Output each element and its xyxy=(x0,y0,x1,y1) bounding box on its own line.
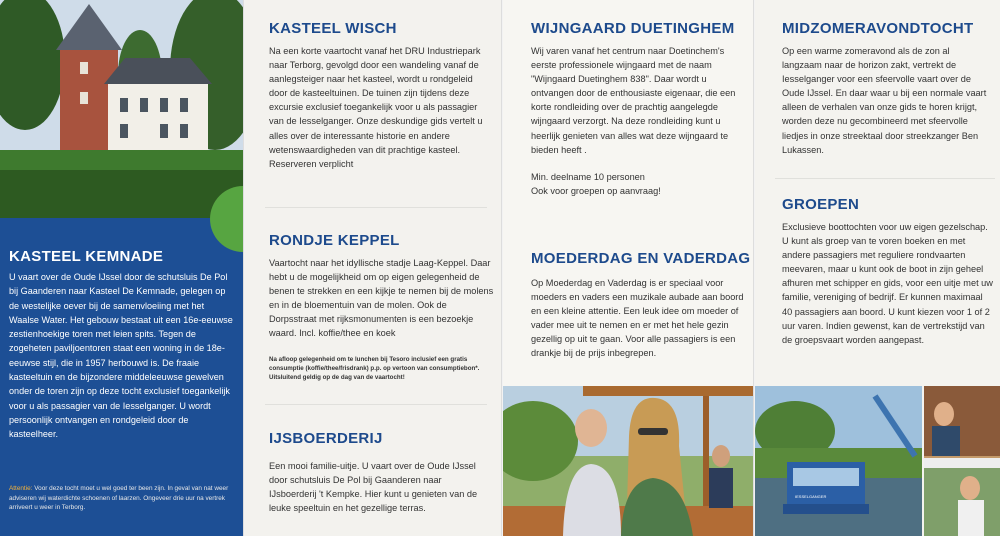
kemnade-text: U vaart over de Oude IJssel door de schutsluis De Pol bij Gaanderen naar Kasteel De Kemnade, gelegen op de westelijke oever bij de samenvloeiing met het Waalse Water. Het gebouw bestaat uit een 16e-eeuwse zestienhoekige toren met leien spits. Tegen de zogeheten paviljoentoren staat een woning in de 18e-eeuwse stijl, die in 1957 herbouwd is. De fraaie kasteeltuin en de bijzondere middeleeuwse gewelven onder de toren zijn op deze tocht exclusief toegankelijk voor u als passagier van de Iesselganger. U wordt persoonlijk ontvangen en rondgeleid door de kasteelheer. xyxy=(9,272,233,440)
attention-text: Voor deze tocht moet u wel goed ter been zijn. In geval van nat weer adviseren wij waterdichte schoenen of laarzen. Ongeveer drie uur na vertrek arriveert u weer in Terborg. xyxy=(9,485,229,512)
wijngaard-min: Min. deelname 10 personen xyxy=(531,172,645,182)
moederdag-text: Op Moederdag en Vaderdag is er speciaal voor moeders en vaders een muzikale aubade aan boord en een kleine attentie. Een leuk idee om moeder of vader mee uit te nemen en er met het hele gezin gezellig op uit te gaan. Voor alle passagiers is een drankje bij de prijs inbegrepen. xyxy=(531,278,744,359)
castle-illustration xyxy=(0,0,245,218)
wijngaard-groups: Ook voor groepen op aanvraag! xyxy=(531,186,661,196)
keppel-note: Na afloop gelegenheid om te lunchen bij Tesoro inclusief een gratis consumptie (koffie/thee/frisdrank) p.p. op vertoon van consumptiebon*. Uitsluitend geldig op de dag van de vaartocht! xyxy=(269,356,480,381)
panel-midzomer-groepen xyxy=(755,0,1000,536)
keppel-text: Vaartocht naar het idyllische stadje Laag-Keppel. Daar hebt u de mogelijkheid om op eigen gelegenheid de benen te strekken en een kijkje te nemen bij de molens en in de bloementuin van de molen. Ook de Dorpsstraat met rijksmonumenten is een bezoekje waard. Incl. koffie/thee en koek xyxy=(269,258,494,339)
women-illustration xyxy=(503,386,755,536)
wisch-text: Na een korte vaartocht vanaf het DRU Industriepark naar Terborg, gevolgd door een wandeling vanaf de aanlegsteiger naar het kasteel, wordt u rondgeleid door de kasteeltuinen. De tuinen zijn tijdens deze excursie exclusief toegankelijk voor u als passagier van de Iesselganger. Onze deskundige gids vertelt u alles over de interessante historie en andere wetenswaardigheden van dit prachtige kasteel. Reserveren verplicht xyxy=(269,46,483,169)
panel-kemnade xyxy=(0,0,245,536)
people-photo xyxy=(924,386,1000,536)
castle-photo xyxy=(0,0,245,218)
boat-illustration xyxy=(755,386,922,536)
divider xyxy=(775,178,995,179)
panel-wisch-keppel xyxy=(245,0,503,536)
groepen-title: GROEPEN xyxy=(782,196,860,213)
ijsboerderij-title: IJSBOERDERIJ xyxy=(269,430,383,447)
midzomer-title: MIDZOMERAVONDTOCHT xyxy=(782,20,974,37)
wisch-title: KASTEEL WISCH xyxy=(269,20,397,37)
keppel-title: RONDJE KEPPEL xyxy=(269,232,400,249)
attention-label: Attentie: xyxy=(9,485,33,492)
kemnade-title: KASTEEL KEMNADE xyxy=(9,248,164,265)
people-illustration xyxy=(924,386,1000,536)
kemnade-attention xyxy=(9,484,237,513)
boat-photo xyxy=(755,386,922,536)
divider xyxy=(265,207,487,208)
divider xyxy=(265,404,487,405)
boat-sign: IESSELGANGER xyxy=(795,494,827,499)
ijsboerderij-text: Een mooi familie-uitje. U vaart over de Oude IJssel door schutsluis De Pol bij Gaanderen naar IJsboerderij 't Kempke. Hier kunt u genieten van de leuke speeltuin en het gezellige terras. xyxy=(269,461,478,514)
midzomer-text: Op een warme zomeravond als de zon al langzaam naar de horizon zakt, vertrekt de Iesselganger voor een sfeervolle vaart over de Oude IJssel. En daar waar u bij een normale vaart alleen de verhalen van onze gids te horen krijgt, worden deze nu gecombineerd met sfeervolle liedjes in onze streektaal door streekzanger Ben Lukassen. xyxy=(782,46,987,155)
women-boat-photo xyxy=(503,386,755,536)
wijngaard-title: WIJNGAARD DUETINGHEM xyxy=(531,20,735,37)
moederdag-title: MOEDERDAG EN VADERDAG xyxy=(531,250,751,267)
groepen-text: Exclusieve boottochten voor uw eigen gezelschap. U kunt als groep van te voren boeken en met andere passagiers met reguliere rondvaarten meevaren, maar u kunt ook de boot in zijn geheel afhuren met schipper en gids, voor een uitje met uw familie, vereniging of bedrijf. Er kunnen maximaal 40 passagiers aan boord. U kunt kiezen voor 1 of 2 uur varen. Indien gewenst, kan de vertrekstijd van de groepsvaart worden aangepast. xyxy=(782,222,993,345)
wijngaard-text: Wij varen vanaf het centrum naar Doetinchem's eerste professionele wijngaard met de naam "Wijngaard Duetinghem 838". Daar wordt u ontvangen door de enthousiaste eigenaar, die een korte rondleiding over de prachtig aangelegde wijngaard verzorgt. Na deze rondleiding kunt u heerlijk genieten van alles wat deze wijngaard te bieden heeft . xyxy=(531,46,736,155)
panel-wijngaard-moederdag xyxy=(503,0,755,536)
